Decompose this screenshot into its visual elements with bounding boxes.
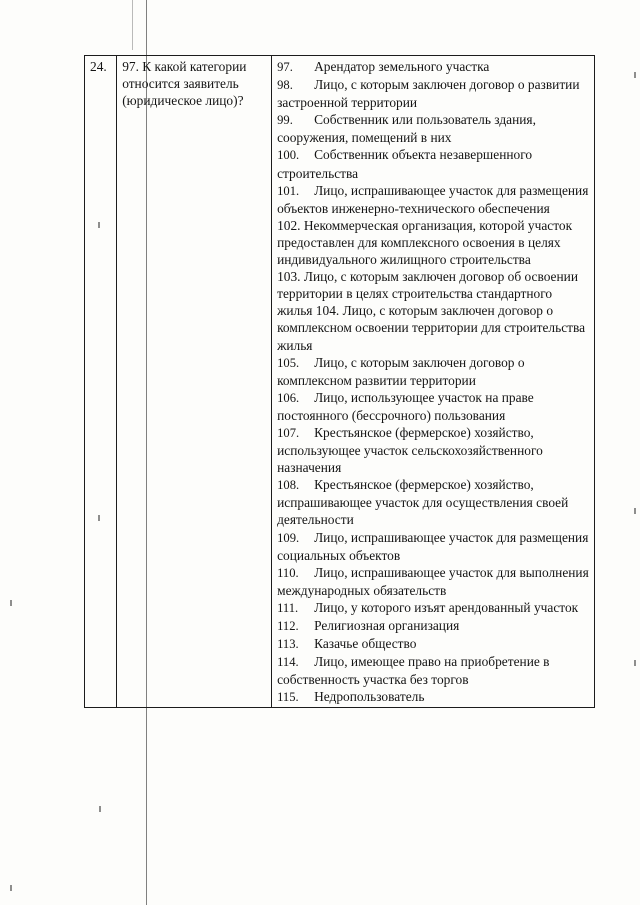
option-number: 107.: [277, 425, 300, 440]
scan-artifact-line-top: [132, 0, 133, 50]
option-item: [277, 688, 590, 706]
option-text: 102. Некоммерческая организация, которой участок предоставлен для комплексного освоения в целях индивидуального жилищного строительства: [277, 217, 573, 268]
scan-speck: [99, 806, 101, 812]
option-text: Лицо, испрашивающее участок для размещения социальных объектов: [277, 529, 589, 563]
option-item: [277, 217, 590, 268]
option-text: Лицо, с которым заключен договор о развитии застроенной территории: [277, 77, 580, 111]
option-item: [277, 617, 590, 635]
option-text: 103. Лицо, с которым заключен договор об освоении территории в целях строительства стандартного жилья 104. Лицо, с которым заключен договор о комплексном освоении территории для строительства жилья: [277, 269, 586, 353]
scan-speck: [634, 72, 636, 78]
option-text: Казачье общество: [314, 636, 417, 652]
option-text: Лицо, имеющее право на приобретение в собственность участка без торгов: [277, 654, 550, 688]
option-item: [277, 268, 590, 353]
table-row: [85, 56, 595, 708]
option-item: [277, 111, 590, 146]
option-item: [277, 476, 590, 528]
option-text: Лицо, с которым заключен договор о комплексном развитии территории: [277, 354, 525, 388]
option-number: 101.: [277, 183, 300, 198]
option-text: Недропользователь: [314, 689, 425, 705]
option-item: [277, 182, 590, 217]
option-item: [277, 424, 590, 476]
option-item: [277, 389, 590, 424]
option-item: [277, 599, 590, 617]
option-number: 109.: [277, 530, 300, 545]
option-number: 111.: [277, 600, 299, 615]
question-text: 97. К какой категории относится заявитель (юридическое лицо)?: [117, 56, 272, 708]
option-number: 105.: [277, 355, 300, 370]
option-text: Арендатор земельного участка: [314, 59, 490, 74]
option-item: [277, 529, 590, 564]
option-item: [277, 354, 590, 389]
row-number: 24.: [85, 56, 117, 708]
form-table: [84, 55, 595, 708]
scan-speck: [10, 600, 12, 606]
option-item: [277, 58, 590, 76]
option-text: Крестьянское (фермерское) хозяйство, испрашивающее участок для осуществления своей деятельности: [277, 477, 569, 528]
option-number: 108.: [277, 478, 300, 493]
option-number: 114.: [277, 655, 299, 670]
option-number: 100.: [277, 148, 300, 163]
option-number: 110.: [277, 565, 299, 580]
scan-speck: [634, 660, 636, 666]
option-text: Собственник объекта незавершенного строительства: [277, 147, 533, 181]
scan-speck: [10, 885, 12, 891]
option-text: Крестьянское (фермерское) хозяйство, использующее участок сельскохозяйственного назначения: [277, 424, 543, 476]
option-text: Лицо, у которого изъят арендованный участок: [314, 599, 579, 615]
option-number: 99.: [277, 113, 293, 128]
scan-speck: [634, 508, 636, 514]
option-number: 97.: [277, 60, 293, 74]
option-item: [277, 564, 590, 599]
option-number: 106.: [277, 390, 300, 405]
options-list: [277, 58, 590, 706]
option-text: Лицо, использующее участок на праве постоянного (бессрочного) пользования: [277, 389, 534, 423]
option-item: [277, 635, 590, 653]
answer-options: [272, 56, 595, 708]
option-text: Собственник или пользователь здания, сооружения, помещений в них: [277, 112, 536, 146]
option-item: [277, 76, 590, 111]
option-text: Лицо, испрашивающее участок для выполнения международных обязательств: [277, 564, 589, 598]
option-number: 113.: [277, 637, 299, 652]
option-text: Религиозная организация: [314, 618, 460, 633]
option-text: Лицо, испрашивающее участок для размещения объектов инженерно-технического обеспечения: [277, 182, 589, 216]
option-item: [277, 653, 590, 688]
option-item: [277, 146, 590, 181]
option-number: 115.: [277, 690, 299, 705]
option-number: 98.: [277, 78, 293, 93]
option-number: 112.: [277, 619, 299, 633]
